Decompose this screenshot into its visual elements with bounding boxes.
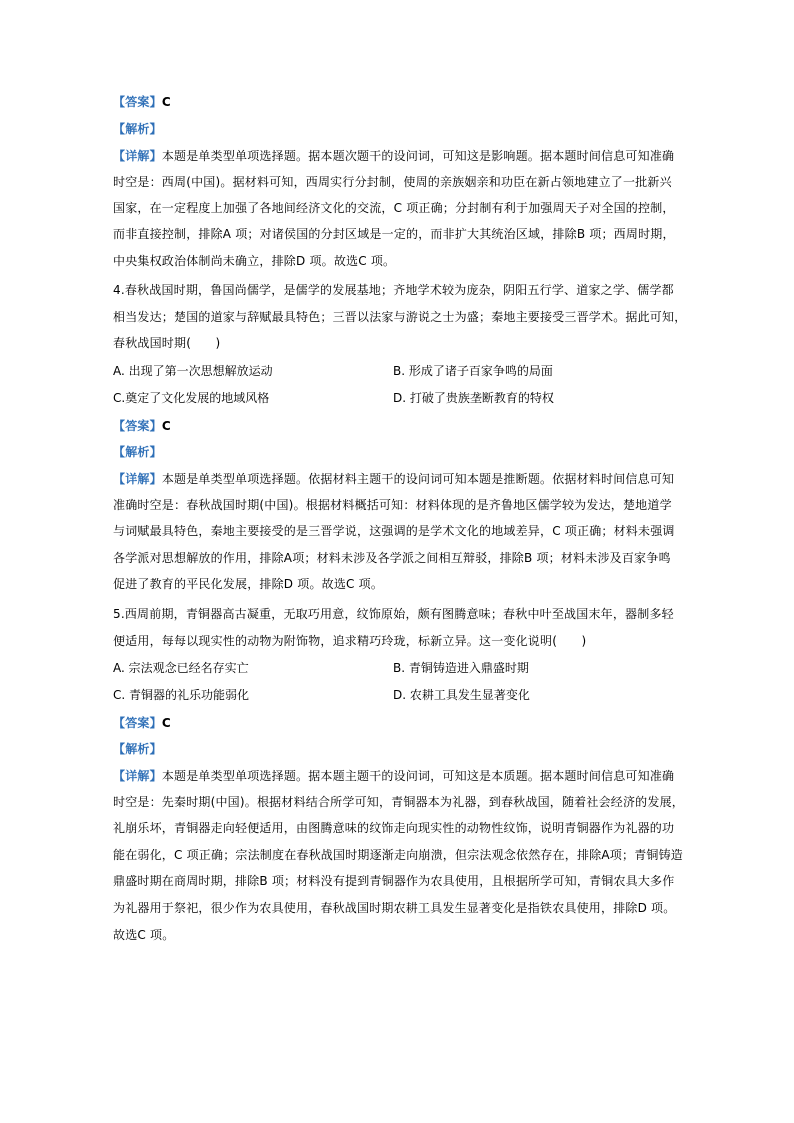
q4-option-a: A. 出现了第一次思想解放运动 bbox=[113, 364, 273, 378]
q3-detail-line: 中央集权政治体制尚未确立，排除D 项。故选C 项。 bbox=[113, 254, 396, 268]
detail-tag: 【详解】 bbox=[113, 149, 162, 163]
q4-option-c: C.奠定了文化发展的地域风格 bbox=[113, 391, 270, 405]
q5-stem-line: 5.西周前期，青铜器高古凝重，无取巧用意，纹饰原始，颇有图腾意味；春秋中叶至战国末年，器制多轻 bbox=[113, 607, 674, 621]
q5-option-c: C. 青铜器的礼乐功能弱化 bbox=[113, 688, 250, 702]
q5-detail-line: 礼崩乐坏，青铜器走向轻便适用，由图腾意味的纹饰走向现实性的动物性纹饰，说明青铜器作为礼器的功 bbox=[113, 821, 675, 835]
q5-detail-line: 故选C 项。 bbox=[113, 928, 175, 942]
answer-tag: 【答案】 bbox=[113, 95, 162, 109]
analysis-tag: 【解析】 bbox=[113, 742, 162, 756]
q3-analysis-line bbox=[113, 121, 162, 137]
q3-answer-line bbox=[113, 94, 171, 110]
q5-detail-line: 时空是：先秦时期(中国)。根据材料结合所学可知，青铜器本为礼器，到春秋战国，随着社会经济的发展， bbox=[113, 795, 684, 809]
q4-detail-line: 促进了教育的平民化发展，排除D 项。故选C 项。 bbox=[113, 577, 384, 591]
answer-tag: 【答案】 bbox=[113, 716, 162, 730]
q5-option-a: A. 宗法观念已经名存实亡 bbox=[113, 661, 249, 675]
q4-stem-line: 春秋战国时期( ) bbox=[113, 336, 221, 350]
analysis-tag: 【解析】 bbox=[113, 445, 162, 459]
q3-detail-line bbox=[113, 148, 674, 164]
answer-value: C bbox=[161, 419, 171, 433]
q5-stem-line: 便适用，每每以现实性的动物为附饰物，追求精巧玲珑，标新立异。这一变化说明( ) bbox=[113, 634, 587, 648]
detail-text: 本题是单类型单项选择题。据本题主题干的设问词，可知这是本质题。据本题时间信息可知准确 bbox=[161, 769, 675, 783]
answer-value: C bbox=[161, 95, 171, 109]
q3-detail-line: 国家，在一定程度上加强了各地间经济文化的交流，C 项正确；分封制有利于加强周天子对全国的控制， bbox=[113, 201, 675, 215]
answer-tag: 【答案】 bbox=[113, 419, 162, 433]
q5-detail-line bbox=[113, 768, 674, 784]
q4-option-d: D. 打破了贵族垄断教育的特权 bbox=[393, 391, 554, 405]
q3-detail-line: 而非直接控制，排除A 项；对诸侯国的分封区域是一定的，而非扩大其统治区域，排除B 项；西周时期， bbox=[113, 227, 675, 241]
q4-stem-line: 4.春秋战国时期，鲁国尚儒学，是儒学的发展基地；齐地学术较为庞杂，阴阳五行学、道家之学、儒学都 bbox=[113, 283, 674, 297]
q4-detail-line bbox=[113, 471, 674, 487]
analysis-tag: 【解析】 bbox=[113, 122, 162, 136]
answer-value: C bbox=[161, 716, 171, 730]
q4-option-b: B. 形成了诸子百家争鸣的局面 bbox=[393, 364, 553, 378]
q4-detail-line: 各学派对思想解放的作用，排除A项；材料未涉及各学派之间相互辩驳，排除B 项；材料未涉及百家争鸣 bbox=[113, 551, 671, 565]
detail-tag: 【详解】 bbox=[113, 472, 162, 486]
q4-analysis-line bbox=[113, 444, 162, 460]
q5-analysis-line bbox=[113, 741, 162, 757]
q5-option-d: D. 农耕工具发生显著变化 bbox=[393, 688, 530, 702]
detail-tag: 【详解】 bbox=[113, 769, 162, 783]
q4-detail-line: 与词赋最具特色，秦地主要接受的是三晋学说，这强调的是学术文化的地域差异，C 项正确；材料未强调 bbox=[113, 524, 675, 538]
q3-detail-line: 时空是：西周(中国)。据材料可知，西周实行分封制，使周的亲族姻亲和功臣在新占领地建立了一批新兴 bbox=[113, 175, 672, 189]
q5-detail-line: 鼎盛时期在商周时期，排除B 项；材料没有提到青铜器作为农具使用，且根据所学可知，青铜农具大多作 bbox=[113, 874, 675, 888]
detail-text: 本题是单类型单项选择题。依据材料主题干的设问词可知本题是推断题。依据材料时间信息可知 bbox=[161, 472, 675, 486]
detail-text: 本题是单类型单项选择题。据本题次题干的设问词，可知这是影响题。据本题时间信息可知准确 bbox=[161, 149, 675, 163]
q4-detail-line: 准确时空是：春秋战国时期(中国)。根据材料概括可知：材料体现的是齐鲁地区儒学较为发达，楚地道学 bbox=[113, 498, 672, 512]
q4-answer-line bbox=[113, 418, 171, 434]
q5-answer-line bbox=[113, 715, 171, 731]
q4-stem-line: 相当发达；楚国的道家与辞赋最具特色；三晋以法家与游说之士为盛；秦地主要接受三晋学术。据此可知， bbox=[113, 310, 687, 324]
q5-option-b: B. 青铜铸造进入鼎盛时期 bbox=[393, 661, 529, 675]
q5-detail-line: 为礼器用于祭祀，很少作为农具使用，春秋战国时期农耕工具发生显著变化是指铁农具使用，排除D 项。 bbox=[113, 901, 676, 915]
q5-detail-line: 能在弱化，C 项正确；宗法制度在春秋战国时期逐渐走向崩溃，但宗法观念依然存在，排除A项；青铜铸造 bbox=[113, 848, 684, 862]
